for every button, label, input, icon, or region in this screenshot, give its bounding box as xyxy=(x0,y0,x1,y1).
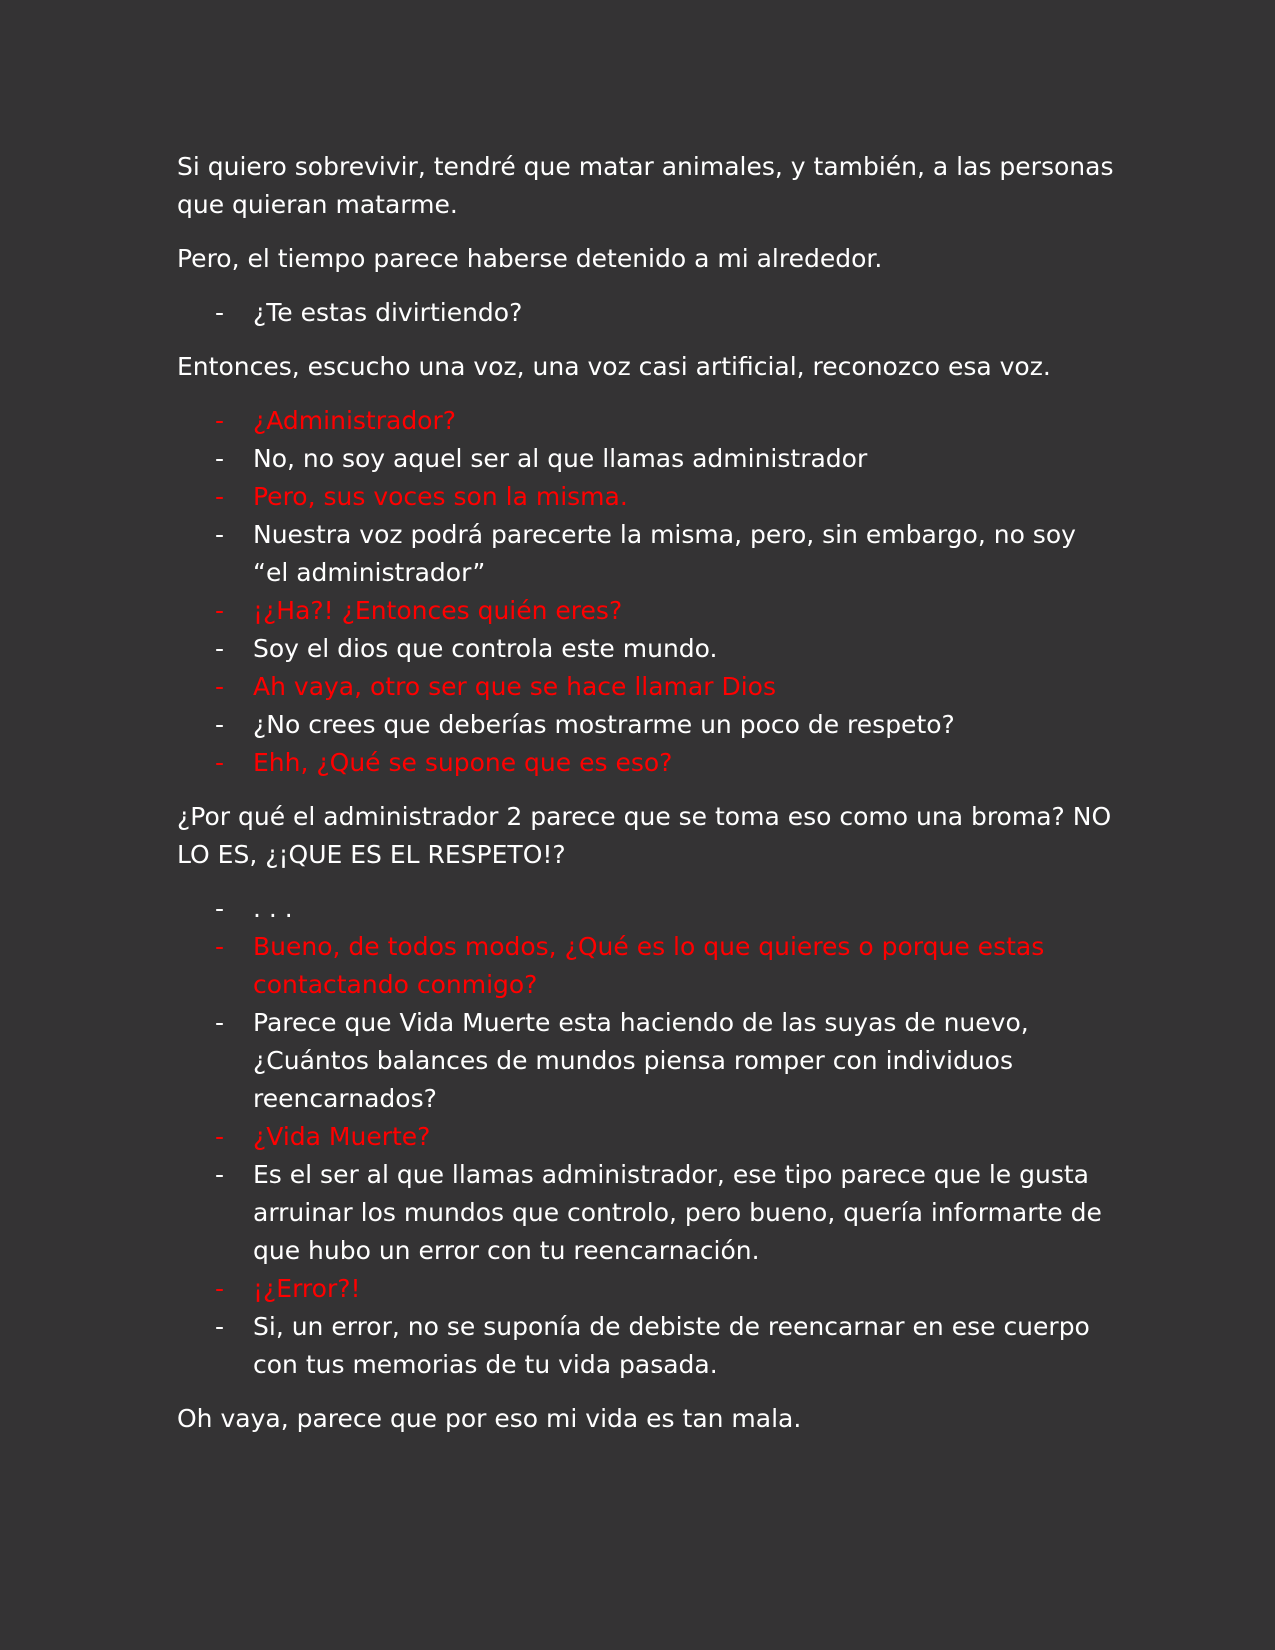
dialogue-line-other xyxy=(177,890,1117,928)
dialogue-text: ¿Administrador? xyxy=(253,406,457,435)
dialogue-line-other xyxy=(177,1156,1117,1270)
dialogue-line-protagonist xyxy=(177,592,1117,630)
dialogue-dash: - xyxy=(215,1274,225,1303)
dialogue-line-other xyxy=(177,1308,1117,1384)
dialogue-dash: - xyxy=(215,298,225,327)
dialogue-text: Ehh, ¿Qué se supone que es eso? xyxy=(253,748,673,777)
dialogue-text: . . . xyxy=(253,894,293,923)
dialogue-text: ¡¿Ha?! ¿Entonces quién eres? xyxy=(253,596,623,625)
narration-paragraph: Si quiero sobrevivir, tendré que matar animales, y también, a las personas que quieran matarme. xyxy=(177,152,1114,219)
dialogue-dash: - xyxy=(215,894,225,923)
dialogue-line-protagonist xyxy=(177,744,1117,782)
dialogue-dash: - xyxy=(215,932,225,961)
dialogue-line-protagonist xyxy=(177,928,1117,1004)
dialogue-dash: - xyxy=(215,1008,225,1037)
dialogue-dash: - xyxy=(215,444,225,473)
dialogue-line-other xyxy=(177,516,1117,592)
dialogue-dash: - xyxy=(215,596,225,625)
dialogue-line-other xyxy=(177,294,1117,332)
dialogue-text: Bueno, de todos modos, ¿Qué es lo que quieres o porque estas contactando conmigo? xyxy=(253,932,1045,999)
narration-paragraph: Entonces, escucho una voz, una voz casi artificial, reconozco esa voz. xyxy=(177,352,1051,381)
dialogue-text: ¿Te estas divirtiendo? xyxy=(253,298,523,327)
dialogue-text: Si, un error, no se suponía de debiste de reencarnar en ese cuerpo con tus memorias de tu vida pasada. xyxy=(253,1312,1090,1379)
dialogue-line-other xyxy=(177,440,1117,478)
dialogue-line-protagonist xyxy=(177,1118,1117,1156)
dialogue-line-protagonist xyxy=(177,668,1117,706)
dialogue-text: Pero, sus voces son la misma. xyxy=(253,482,628,511)
dialogue-text: Nuestra voz podrá parecerte la misma, pero, sin embargo, no soy “el administrador” xyxy=(253,520,1076,587)
dialogue-dash: - xyxy=(215,520,225,549)
dialogue-line-protagonist xyxy=(177,478,1117,516)
dialogue-dash: - xyxy=(215,672,225,701)
document-body xyxy=(177,148,1117,1454)
narration-paragraph: Oh vaya, parece que por eso mi vida es tan mala. xyxy=(177,1404,802,1433)
dialogue-text: Parece que Vida Muerte esta haciendo de las suyas de nuevo, ¿Cuántos balances de mundos piensa romper con individuos reencarnados? xyxy=(253,1008,1029,1113)
dialogue-dash: - xyxy=(215,482,225,511)
dialogue-text: Ah vaya, otro ser que se hace llamar Dios xyxy=(253,672,776,701)
dialogue-text: Soy el dios que controla este mundo. xyxy=(253,634,718,663)
dialogue-line-other xyxy=(177,706,1117,744)
dialogue-text: ¿Vida Muerte? xyxy=(253,1122,431,1151)
dialogue-text: ¿No crees que deberías mostrarme un poco de respeto? xyxy=(253,710,955,739)
dialogue-dash: - xyxy=(215,710,225,739)
dialogue-dash: - xyxy=(215,1122,225,1151)
dialogue-line-other xyxy=(177,1004,1117,1118)
dialogue-dash: - xyxy=(215,406,225,435)
dialogue-line-other xyxy=(177,630,1117,668)
narration-paragraph: Pero, el tiempo parece haberse detenido a mi alrededor. xyxy=(177,244,883,273)
dialogue-dash: - xyxy=(215,1160,225,1189)
dialogue-dash: - xyxy=(215,634,225,663)
dialogue-list xyxy=(177,402,1117,782)
dialogue-text: No, no soy aquel ser al que llamas administrador xyxy=(253,444,868,473)
dialogue-text: Es el ser al que llamas administrador, ese tipo parece que le gusta arruinar los mundos que controlo, pero bueno, quería informarte de que hubo un error con tu reencarnación. xyxy=(253,1160,1102,1265)
dialogue-list xyxy=(177,890,1117,1384)
dialogue-line-protagonist xyxy=(177,402,1117,440)
dialogue-line-protagonist xyxy=(177,1270,1117,1308)
dialogue-text: ¡¿Error?! xyxy=(253,1274,361,1303)
dialogue-dash: - xyxy=(215,1312,225,1341)
dialogue-dash: - xyxy=(215,748,225,777)
dialogue-list xyxy=(177,294,1117,332)
narration-paragraph: ¿Por qué el administrador 2 parece que se toma eso como una broma? NO LO ES, ¿¡QUE ES EL RESPETO!? xyxy=(177,802,1112,869)
